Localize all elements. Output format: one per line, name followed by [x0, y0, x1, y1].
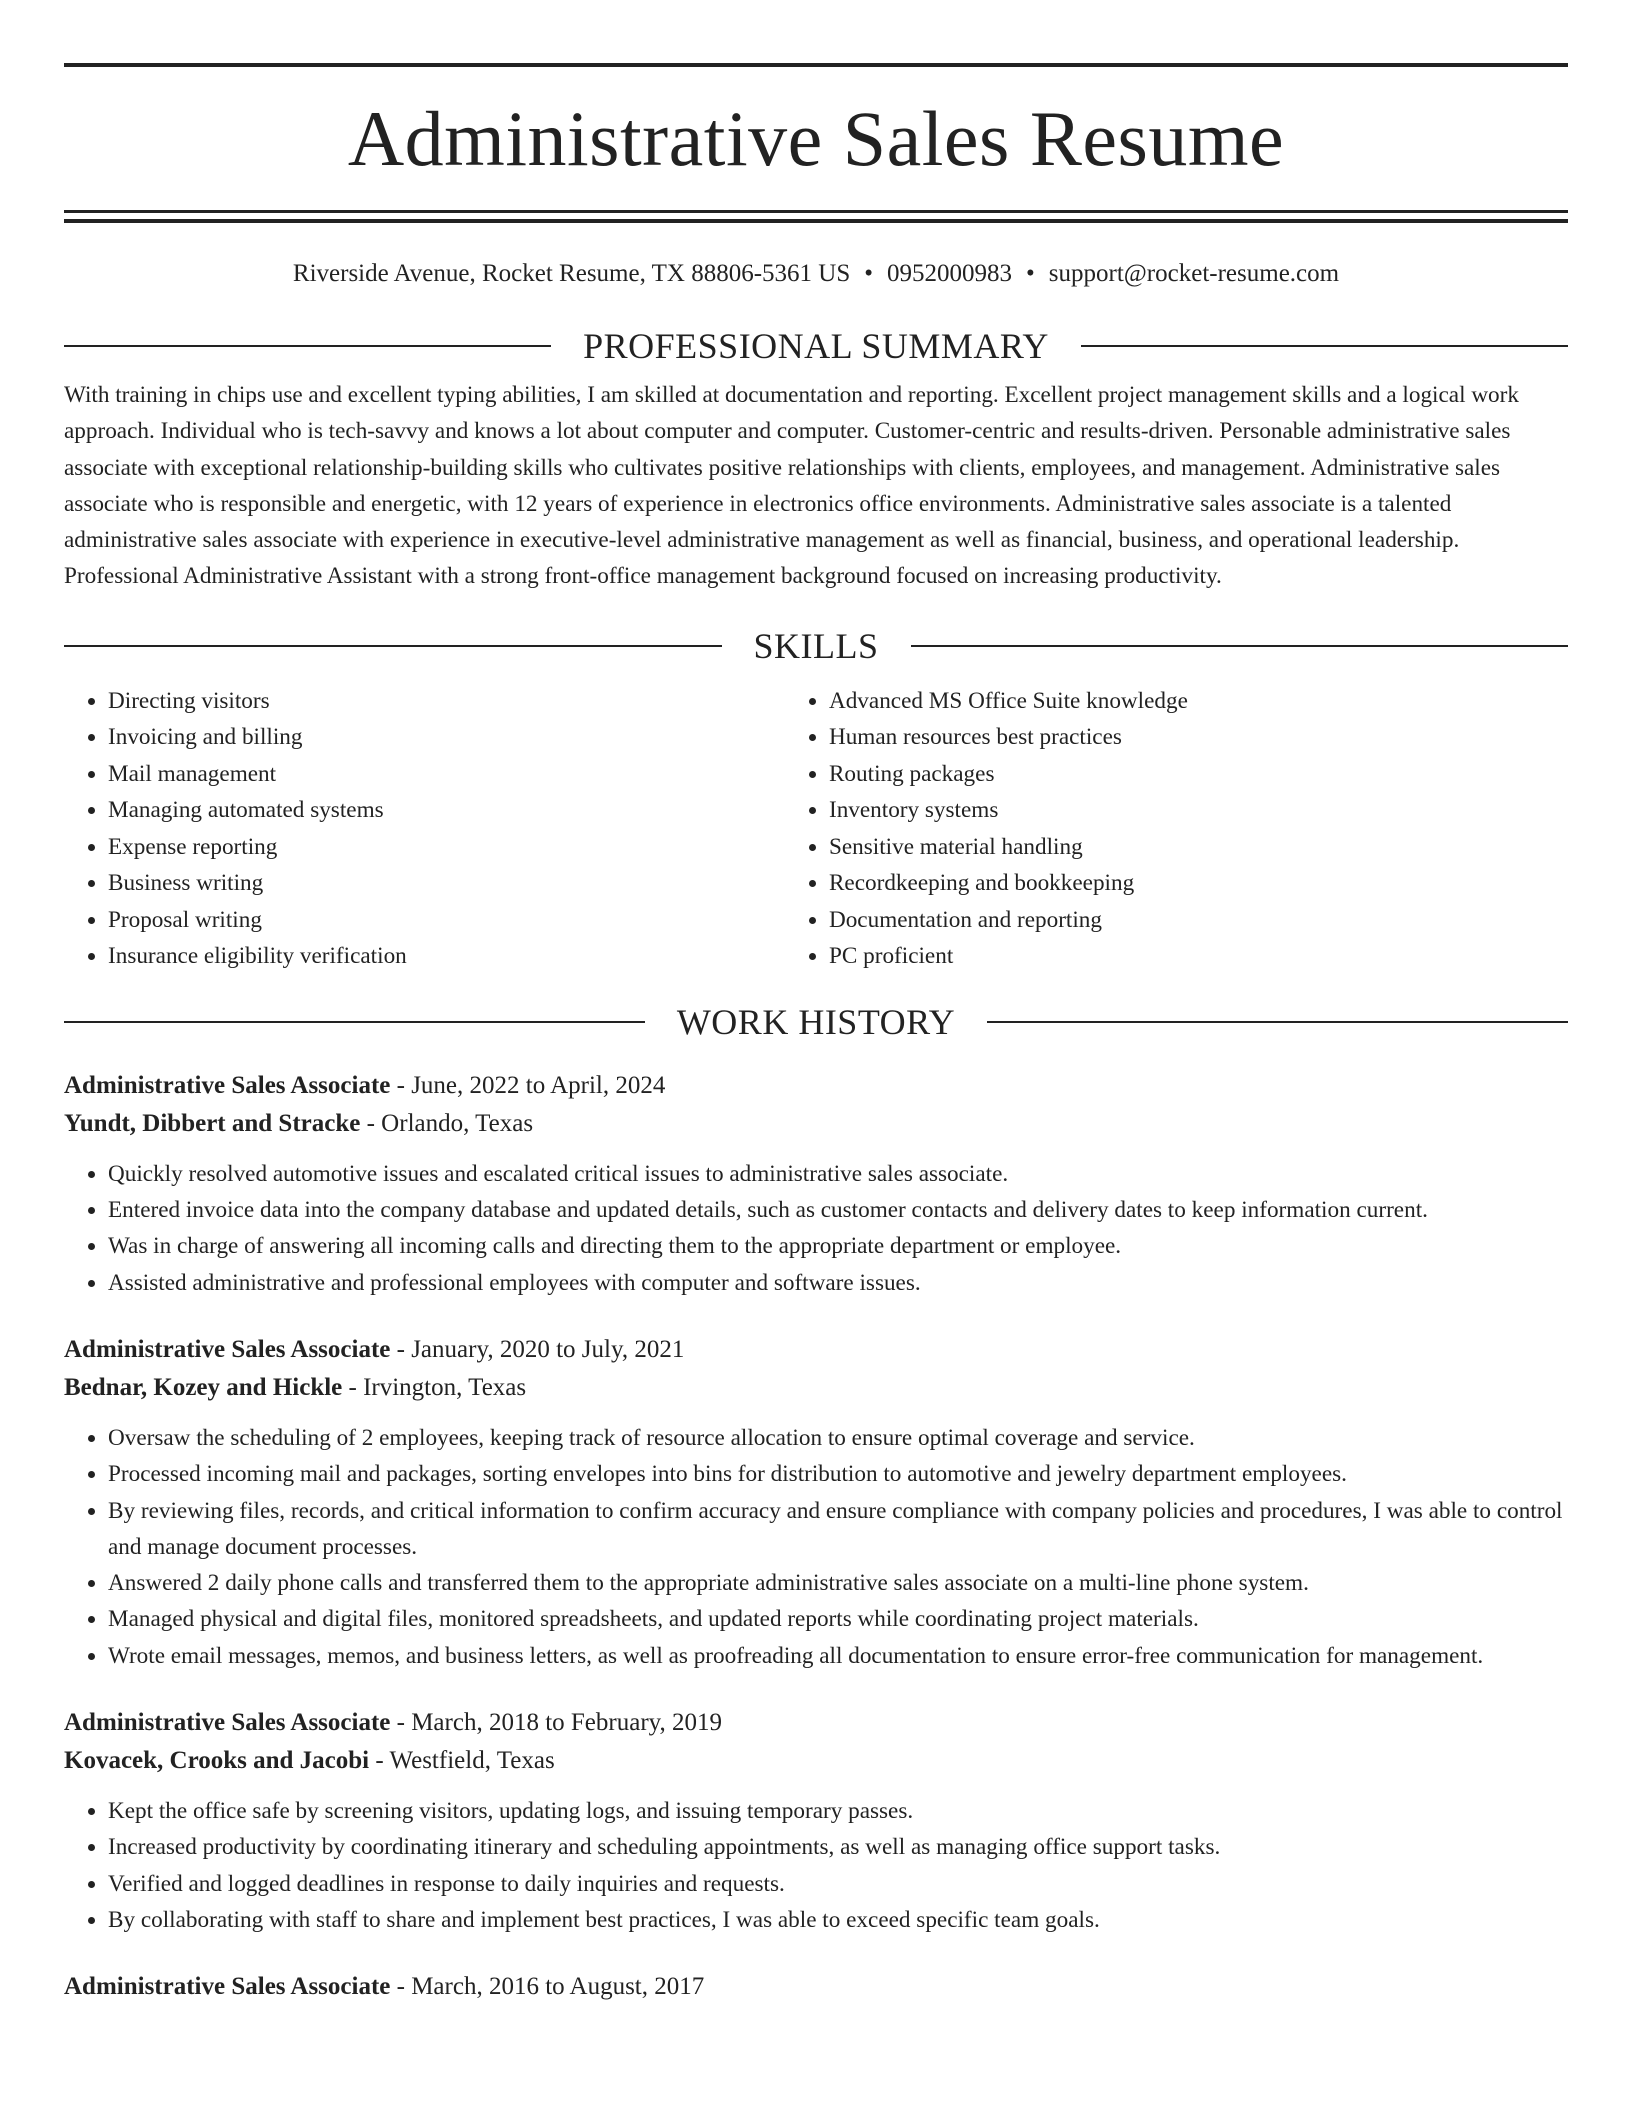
skill-item: • Documentation and reporting — [829, 902, 1568, 939]
skill-item: • Sensitive material handling — [829, 829, 1568, 866]
job-duty: • By collaborating with staff to share and implement best practices, I was able to exceed specific team goals. — [108, 1902, 1568, 1938]
skill-item: • Routing packages — [829, 756, 1568, 793]
skill-item: • Recordkeeping and bookkeeping — [829, 865, 1568, 902]
job-title-line — [64, 1704, 1568, 1742]
job-duty: • Managed physical and digital files, monitored spreadsheets, and updated reports while coordinating project materials. — [108, 1601, 1568, 1637]
job-duties — [64, 1420, 1568, 1674]
job-duty: • Assisted administrative and professional employees with computer and software issues. — [108, 1265, 1568, 1301]
heading-rule — [64, 1021, 645, 1023]
job-duty: • Oversaw the scheduling of 2 employees, keeping track of resource allocation to ensure optimal coverage and service. — [108, 1420, 1568, 1456]
job-company-line — [64, 1742, 1568, 1780]
contact-separator: • — [864, 260, 874, 287]
job-title-line — [64, 1067, 1568, 1105]
job-duty: • By reviewing files, records, and critical information to confirm accuracy and ensure compliance with company policies and procedures, I was able to control and manage document processes. — [108, 1493, 1568, 1566]
job-location: - Westfield, Texas — [369, 1747, 555, 1775]
contact-separator: • — [1026, 260, 1035, 287]
job-title: Administrative Sales Associate — [64, 1335, 391, 1363]
job-duty: • Increased productivity by coordinating itinerary and scheduling appointments, as well as managing office support tasks. — [108, 1829, 1568, 1865]
job-dates: - June, 2022 to April, 2024 — [390, 1071, 666, 1099]
job-duty: • Quickly resolved automotive issues and escalated critical issues to administrative sales associate. — [108, 1156, 1568, 1192]
skill-item: • Proposal writing — [108, 902, 785, 939]
skills-heading — [64, 621, 1568, 671]
job-duty: • Verified and logged deadlines in response to daily inquiries and requests. — [108, 1866, 1568, 1902]
skill-item: • Advanced MS Office Suite knowledge — [829, 683, 1568, 720]
job-dates: - March, 2018 to February, 2019 — [390, 1709, 723, 1737]
skills-heading-label: SKILLS — [753, 625, 879, 666]
job-location: - Orlando, Texas — [360, 1109, 534, 1137]
job-entry — [64, 1067, 1568, 1301]
job-duties — [64, 1793, 1568, 1938]
job-duty: • Processed incoming mail and packages, sorting envelopes into bins for distribution to automotive and jewelry department employees. — [108, 1456, 1568, 1492]
job-duty: • Was in charge of answering all incoming calls and directing them to the appropriate department or employee. — [108, 1228, 1568, 1264]
contact-phone: 0952000983 — [887, 260, 1013, 287]
job-dates: - March, 2016 to August, 2017 — [390, 1973, 705, 2001]
skill-item: • Managing automated systems — [108, 792, 785, 829]
job-entry — [64, 1968, 1568, 2006]
heading-rule — [911, 645, 1569, 647]
job-duty: • Wrote email messages, memos, and business letters, as well as proofreading all documentation to ensure error-free communication for management. — [108, 1638, 1568, 1674]
summary-heading — [64, 321, 1568, 371]
work-heading — [64, 997, 1568, 1047]
skill-item: • Insurance eligibility verification — [108, 938, 785, 975]
job-company-line — [64, 1105, 1568, 1143]
heading-rule — [64, 645, 722, 647]
heading-rule — [987, 1021, 1568, 1023]
job-company-line — [64, 1369, 1568, 1407]
job-dates: - January, 2020 to July, 2021 — [390, 1335, 685, 1363]
job-title-line — [64, 1331, 1568, 1369]
work-history-list — [64, 1067, 1568, 2006]
skills-list — [64, 683, 1568, 975]
job-duty: • Answered 2 daily phone calls and transferred them to the appropriate administrative sales associate on a multi-line phone system. — [108, 1565, 1568, 1601]
resume-title: Administrative Sales Resume — [347, 95, 1285, 182]
summary-text: With training in chips use and excellent typing abilities, I am skilled at documentation and reporting. Excellent project management skills and a logical work approach. Individual who is tech-savvy and knows a lot about computer and computer. Customer-centric and results-driven. Personable administrative sales associate with exceptional relationship-building skills who cultivates positive relationships with clients, employees, and management. Administrative sales associate who is responsible and energetic, with 12 years of experience in electronics office environments. Administrative sales associate is a talented administrative sales associate with experience in executive-level administrative management as well as financial, business, and operational leadership. Professional Administrative Assistant with a strong front-office management background focused on increasing productivity. — [64, 382, 1519, 590]
job-company: Kovacek, Crooks and Jacobi — [64, 1747, 370, 1775]
job-duties — [64, 1156, 1568, 1301]
contact-address: Riverside Avenue, Rocket Resume, TX 88806-5361 US — [292, 260, 851, 287]
job-entry — [64, 1704, 1568, 1938]
skills-column-left — [64, 683, 785, 975]
skill-item: • Business writing — [108, 865, 785, 902]
skill-item: • PC proficient — [829, 938, 1568, 975]
job-entry — [64, 1331, 1568, 1674]
skills-column-right — [785, 683, 1568, 975]
heading-rule — [1081, 345, 1568, 347]
title-double-rule — [64, 210, 1568, 223]
heading-rule — [64, 345, 551, 347]
skill-item: • Directing visitors — [108, 683, 785, 720]
work-heading-label: WORK HISTORY — [676, 1001, 956, 1042]
skill-item: • Mail management — [108, 756, 785, 793]
job-title: Administrative Sales Associate — [64, 1973, 391, 2001]
skill-item: • Human resources best practices — [829, 719, 1568, 756]
skill-item: • Expense reporting — [108, 829, 785, 866]
skill-item: • Invoicing and billing — [108, 719, 785, 756]
contact-email: support@rocket-resume.com — [1048, 260, 1340, 287]
job-company: Bednar, Kozey and Hickle — [64, 1373, 343, 1401]
job-company: Yundt, Dibbert and Stracke — [64, 1109, 361, 1137]
summary-heading-label: PROFESSIONAL SUMMARY — [583, 326, 1049, 366]
contact-line — [64, 257, 1568, 291]
job-title: Administrative Sales Associate — [64, 1071, 391, 1099]
resume-page — [64, 0, 1568, 2006]
job-location: - Irvington, Texas — [342, 1373, 527, 1401]
job-duty: • Entered invoice data into the company database and updated details, such as customer contacts and delivery dates to keep information current. — [108, 1192, 1568, 1228]
skill-item: • Inventory systems — [829, 792, 1568, 829]
job-duty: • Kept the office safe by screening visitors, updating logs, and issuing temporary passes. — [108, 1793, 1568, 1829]
job-title: Administrative Sales Associate — [64, 1709, 391, 1737]
job-title-line — [64, 1968, 1568, 2006]
